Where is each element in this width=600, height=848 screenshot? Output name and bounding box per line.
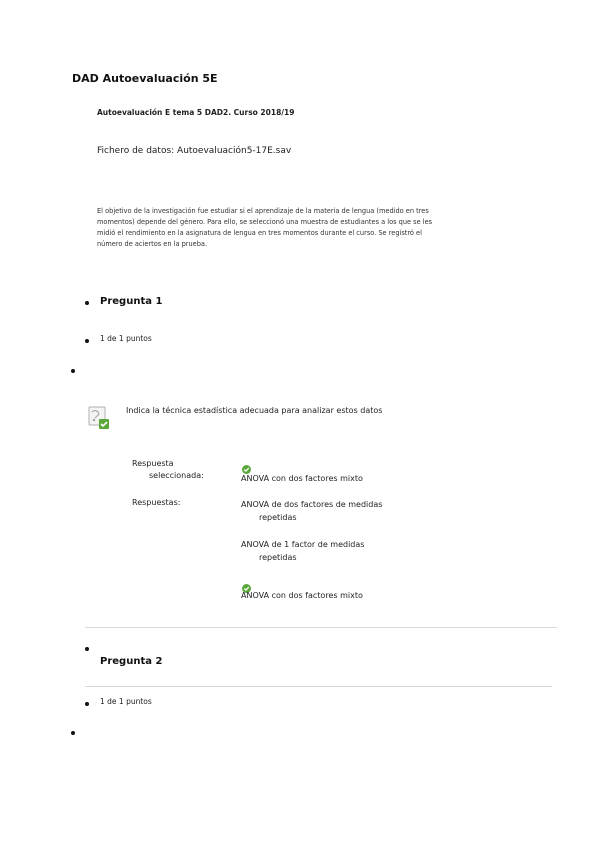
list-bullet	[85, 301, 89, 305]
list-bullet	[85, 702, 89, 706]
answers-label: Respuestas:	[132, 498, 181, 507]
question-2-points: 1 de 1 puntos	[100, 697, 152, 706]
check-circle-icon	[242, 459, 251, 468]
data-file-label: Fichero de datos: Autoevaluación5-17E.sav	[97, 146, 292, 156]
answer-option: ANOVA de 1 factor de medidas repetidas	[241, 540, 365, 562]
question-1-title: Pregunta 1	[100, 296, 163, 307]
list-bullet	[85, 339, 89, 343]
question-1-text: Indica la técnica estadística adecuada para analizar estos datos	[126, 406, 383, 415]
page-title: DAD Autoevaluación 5E	[72, 72, 218, 85]
selected-answer: ANOVA con dos factores mixto	[241, 474, 363, 483]
list-bullet	[71, 369, 75, 373]
divider	[85, 686, 552, 687]
divider	[85, 627, 557, 628]
question-1-points: 1 de 1 puntos	[100, 334, 152, 343]
question-document-icon	[88, 406, 110, 430]
list-bullet	[85, 647, 89, 651]
answer-option: ANOVA con dos factores mixto	[241, 591, 363, 600]
check-circle-icon	[242, 578, 251, 587]
objective-paragraph: El objetivo de la investigación fue estudiar si el aprendizaje de la materia de lengua (medido en tres momentos) depende del género. Para ello, se seleccionó una muestra de estudiantes a los que se les midió el rendimiento en la asignatura de lengua en tres momentos durante el curso. Se registró el número de aciertos en la prueba.	[97, 207, 433, 248]
answer-option: ANOVA de dos factores de medidas repetidas	[241, 500, 383, 522]
question-2-title: Pregunta 2	[100, 656, 163, 667]
selected-answer-label: Respuesta seleccionada:	[132, 459, 204, 480]
document-subtitle: Autoevaluación E tema 5 DAD2. Curso 2018/19	[97, 108, 295, 117]
list-bullet	[71, 731, 75, 735]
